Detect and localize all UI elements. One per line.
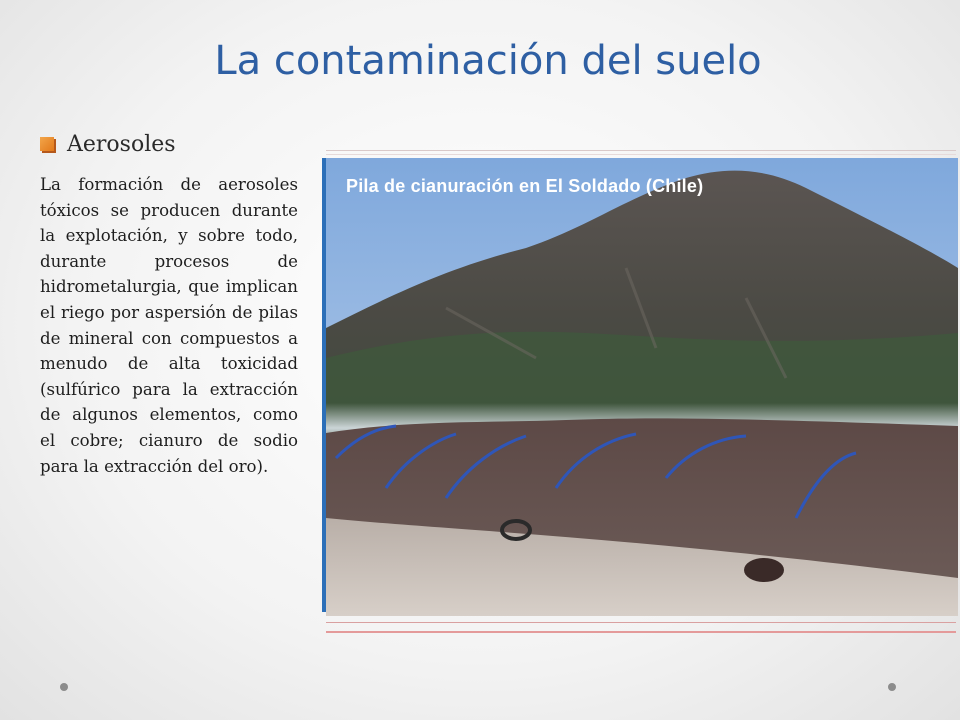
photo-caption: Pila de cianuración en El Soldado (Chile)	[346, 176, 704, 196]
body-text: La formación de aerosoles tóxicos se producen durante la explotación, y sobre todo, durante procesos de hidrometalurgia, que implican el riego por aspersión de pilas de mineral con compuestos a menudo de alta toxicidad (sulfúrico para la extracción de algunos elementos, como el cobre; cianuro de sodio para la extracción del oro).	[40, 175, 298, 476]
frame-bottom-edge	[326, 622, 956, 633]
mine-photo-illustration	[326, 158, 958, 616]
footer-dot-right	[888, 683, 896, 691]
orange-square-bullet-icon	[40, 137, 54, 151]
frame-top-edge	[326, 150, 956, 155]
bullet-label: Aerosoles	[67, 131, 176, 157]
mine-photo	[326, 158, 958, 616]
photo-frame	[322, 150, 958, 632]
footer-dot-left	[60, 683, 68, 691]
slide-title: La contaminación del suelo	[214, 38, 762, 84]
bullet-heading	[40, 128, 176, 160]
